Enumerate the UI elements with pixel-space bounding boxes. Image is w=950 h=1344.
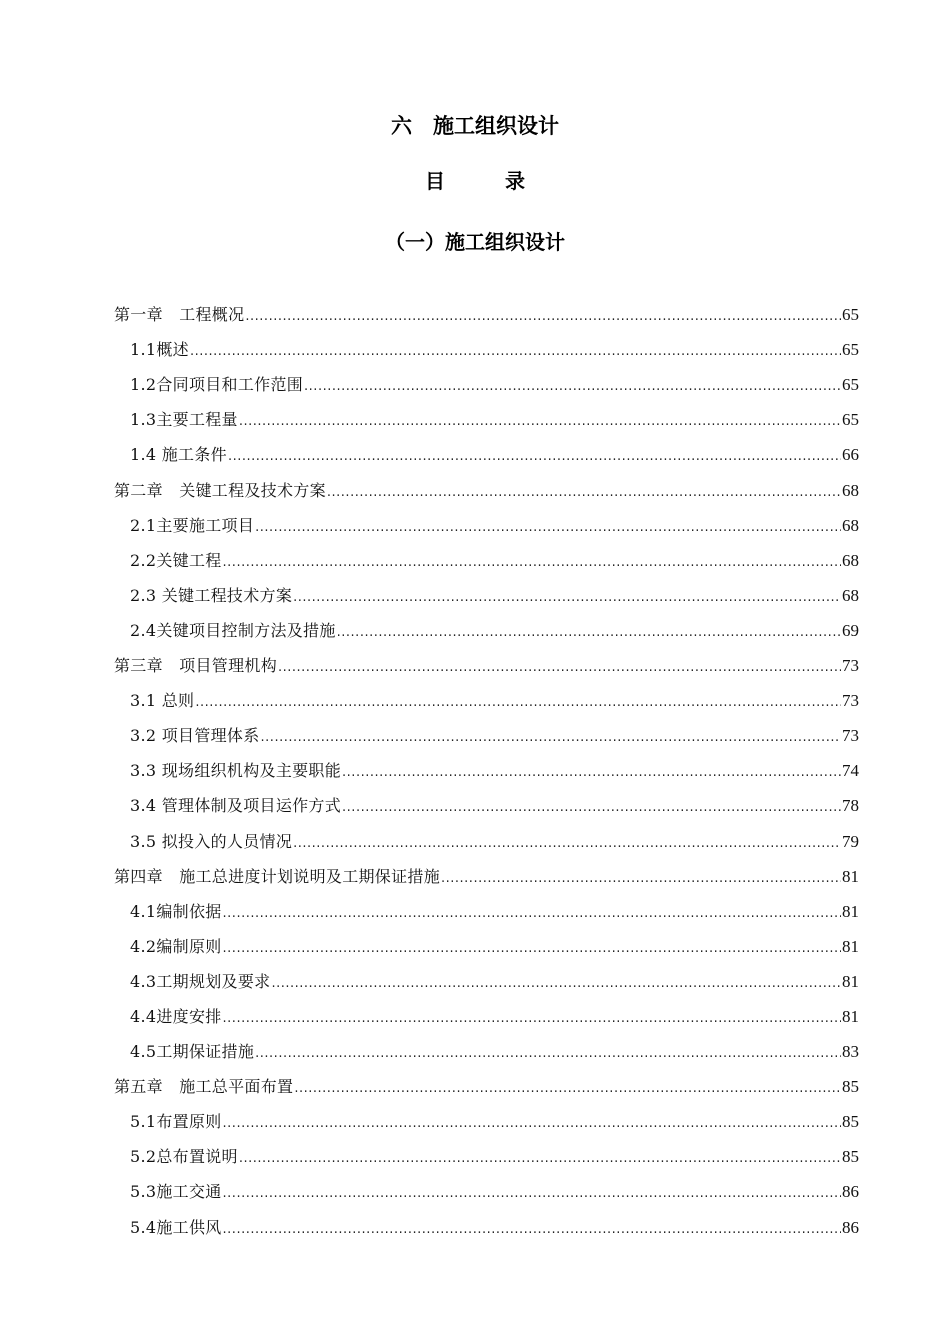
toc-page-number: 68 xyxy=(842,585,859,605)
toc-entry-label: 2.1主要施工项目 xyxy=(130,515,255,535)
toc-dot-leader xyxy=(337,625,841,641)
toc-page-number: 81 xyxy=(842,971,859,991)
toc-page-number: 81 xyxy=(842,936,859,956)
toc-page-number: 73 xyxy=(842,691,859,711)
toc-dot-leader xyxy=(239,1151,841,1167)
toc-entry-label: 3.4 管理体制及项目运作方式 xyxy=(130,796,342,816)
toc-dot-leader xyxy=(223,1222,841,1238)
toc-section-entry[interactable] xyxy=(114,1167,859,1202)
toc-page-number: 81 xyxy=(842,901,859,921)
toc-dot-leader xyxy=(327,485,841,501)
toc-entry-label: 第五章 施工总平面布置 xyxy=(114,1077,294,1097)
toc-dot-leader xyxy=(195,695,841,711)
toc-dot-leader xyxy=(228,449,841,465)
toc-entry-label: 3.2 项目管理体系 xyxy=(130,726,260,746)
toc-section-entry[interactable] xyxy=(114,430,859,465)
toc-page-number: 85 xyxy=(842,1147,859,1167)
toc-dot-leader xyxy=(271,976,841,992)
toc-section-entry[interactable] xyxy=(114,501,859,536)
toc-dot-leader xyxy=(261,730,841,746)
toc-entry-label: 第二章 关键工程及技术方案 xyxy=(114,480,326,500)
toc-dot-leader xyxy=(441,871,841,887)
toc-dot-leader xyxy=(278,660,841,676)
document-title: 六 施工组织设计 xyxy=(391,114,559,138)
toc-page-number: 81 xyxy=(842,1006,859,1026)
toc-page-number: 81 xyxy=(842,866,859,886)
toc-dot-leader xyxy=(190,344,841,360)
toc-dot-leader xyxy=(223,1011,841,1027)
toc-section-entry[interactable] xyxy=(114,781,859,816)
toc-page-number: 68 xyxy=(842,550,859,570)
toc-dot-leader xyxy=(293,836,841,852)
toc-dot-leader xyxy=(342,800,841,816)
toc-section-entry[interactable] xyxy=(114,536,859,571)
section-heading: （一）施工组织设计 xyxy=(385,230,565,254)
toc-entry-label: 2.2关键工程 xyxy=(130,550,222,570)
toc-dot-leader xyxy=(255,520,841,536)
toc-page-number: 65 xyxy=(842,410,859,430)
toc-entry-label: 5.4施工供风 xyxy=(130,1217,222,1237)
toc-section-entry[interactable] xyxy=(114,957,859,992)
toc-dot-leader xyxy=(223,906,841,922)
toc-section-entry[interactable] xyxy=(114,395,859,430)
toc-dot-leader xyxy=(223,1116,841,1132)
toc-heading: 目 录 xyxy=(425,169,525,193)
toc-page-number: 83 xyxy=(842,1042,859,1062)
toc-page-number: 86 xyxy=(842,1217,859,1237)
toc-section-entry[interactable] xyxy=(114,992,859,1027)
toc-page-number: 65 xyxy=(842,375,859,395)
toc-entry-label: 5.1布置原则 xyxy=(130,1112,222,1132)
toc-section-entry[interactable] xyxy=(114,711,859,746)
toc-page-number: 78 xyxy=(842,796,859,816)
toc-entry-label: 4.4进度安排 xyxy=(130,1006,222,1026)
toc-dot-leader xyxy=(294,1081,841,1097)
toc-section-entry[interactable] xyxy=(114,676,859,711)
toc-section-entry[interactable] xyxy=(114,1132,859,1167)
toc-entry-label: 5.3施工交通 xyxy=(130,1182,222,1202)
toc-chapter-entry[interactable] xyxy=(114,852,859,887)
toc-section-entry[interactable] xyxy=(114,816,859,851)
toc-page-number: 68 xyxy=(842,480,859,500)
toc-chapter-entry[interactable] xyxy=(114,1062,859,1097)
toc-page-number: 73 xyxy=(842,656,859,676)
toc-page-number: 65 xyxy=(842,305,859,325)
toc-entry-label: 4.3工期规划及要求 xyxy=(130,971,271,991)
toc-entry-label: 1.4 施工条件 xyxy=(130,445,227,465)
toc-entry-label: 2.3 关键工程技术方案 xyxy=(130,585,293,605)
toc-page-number: 79 xyxy=(842,831,859,851)
toc-section-entry[interactable] xyxy=(114,360,859,395)
toc-page-number: 65 xyxy=(842,340,859,360)
toc-page-number: 73 xyxy=(842,726,859,746)
toc-dot-leader xyxy=(223,1186,841,1202)
toc-page-number: 66 xyxy=(842,445,859,465)
toc-entry-label: 第三章 项目管理机构 xyxy=(114,656,278,676)
toc-page-number: 68 xyxy=(842,515,859,535)
toc-entry-label: 1.1概述 xyxy=(130,340,189,360)
toc-page-number: 85 xyxy=(842,1077,859,1097)
toc-entry-label: 5.2总布置说明 xyxy=(130,1147,238,1167)
toc-entry-label: 4.2编制原则 xyxy=(130,936,222,956)
toc-dot-leader xyxy=(304,379,841,395)
toc-section-entry[interactable] xyxy=(114,1202,859,1237)
toc-chapter-entry[interactable] xyxy=(114,465,859,500)
toc-page-number: 86 xyxy=(842,1182,859,1202)
toc-dot-leader xyxy=(255,1046,841,1062)
toc-dot-leader xyxy=(342,765,841,781)
toc-entry-label: 4.5工期保证措施 xyxy=(130,1042,255,1062)
toc-dot-leader xyxy=(239,414,841,430)
toc-entry-label: 3.3 现场组织机构及主要职能 xyxy=(130,761,342,781)
toc-page-number: 74 xyxy=(842,761,859,781)
toc-dot-leader xyxy=(223,555,841,571)
toc-section-entry[interactable] xyxy=(114,571,859,606)
toc-dot-leader xyxy=(245,309,841,325)
toc-entry-label: 3.5 拟投入的人员情况 xyxy=(130,831,293,851)
toc-entry-label: 4.1编制依据 xyxy=(130,901,222,921)
toc-section-entry[interactable] xyxy=(114,325,859,360)
toc-section-entry[interactable] xyxy=(114,746,859,781)
toc-entry-label: 1.3主要工程量 xyxy=(130,410,238,430)
toc-page-number: 85 xyxy=(842,1112,859,1132)
toc-section-entry[interactable] xyxy=(114,922,859,957)
toc-dot-leader xyxy=(223,941,841,957)
toc-page-number: 69 xyxy=(842,620,859,640)
toc-entry-label: 2.4关键项目控制方法及措施 xyxy=(130,620,336,640)
toc-entry-label: 3.1 总则 xyxy=(130,691,195,711)
toc-dot-leader xyxy=(293,590,841,606)
toc-entry-label: 第一章 工程概况 xyxy=(114,305,245,325)
toc-section-entry[interactable] xyxy=(114,1027,859,1062)
toc-chapter-entry[interactable] xyxy=(114,641,859,676)
table-of-contents xyxy=(114,290,859,1238)
toc-section-entry[interactable] xyxy=(114,1097,859,1132)
toc-chapter-entry[interactable] xyxy=(114,290,859,325)
toc-entry-label: 1.2合同项目和工作范围 xyxy=(130,375,304,395)
toc-section-entry[interactable] xyxy=(114,887,859,922)
toc-section-entry[interactable] xyxy=(114,606,859,641)
toc-entry-label: 第四章 施工总进度计划说明及工期保证措施 xyxy=(114,866,441,886)
